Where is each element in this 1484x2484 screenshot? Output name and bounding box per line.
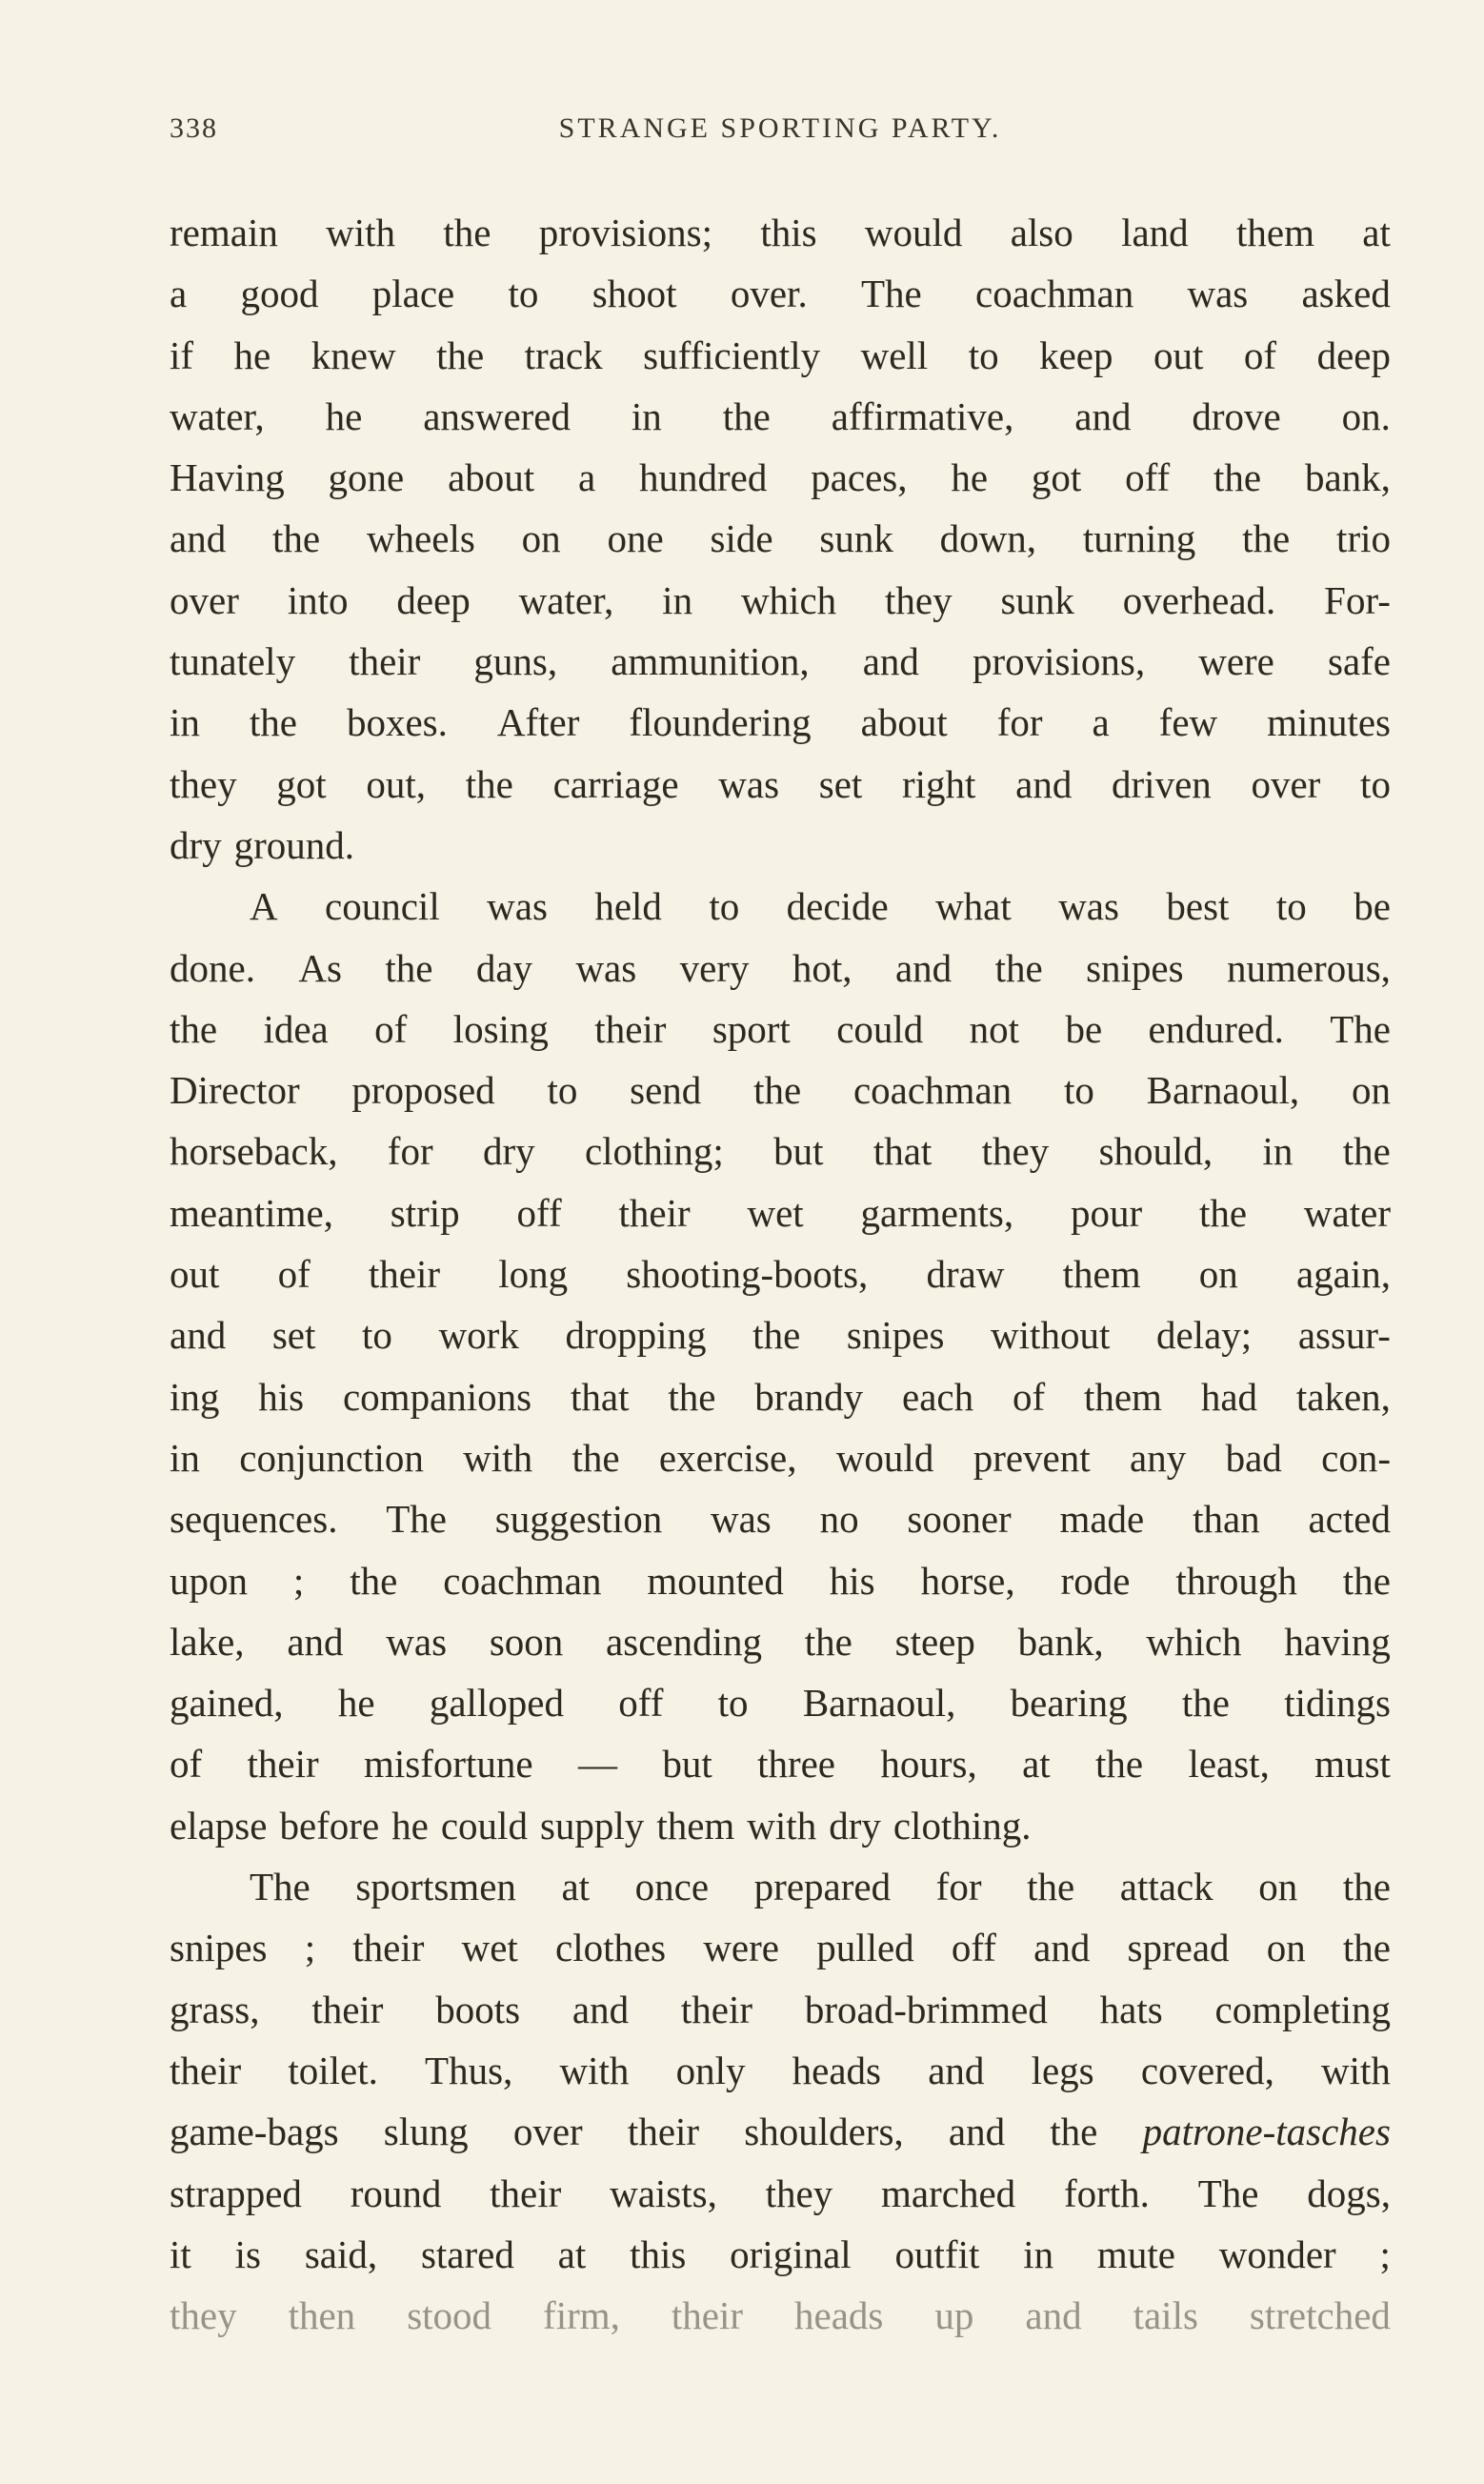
text-line: of their misfortune — but three hours, at the least, must <box>170 1742 1391 1787</box>
text-line: gained, he galloped off to Barnaoul, bearing the tidings <box>170 1681 1391 1726</box>
text-line: upon ; the coachman mounted his horse, rode through the <box>170 1558 1391 1603</box>
text-line: the idea of losing their sport could not be endured. The <box>170 1006 1391 1051</box>
page-number: 338 <box>170 112 218 144</box>
text-line: it is said, stared at this original outfit in mute wonder ; <box>170 2232 1391 2276</box>
text-line: meantime, strip off their wet garments, pour the water <box>170 1190 1391 1235</box>
text-line: in conjunction with the exercise, would prevent any bad con- <box>170 1435 1391 1480</box>
text-line: elapse before he could supply them with dry clothing. <box>170 1803 1032 1848</box>
text-line: done. As the day was very hot, and the snipes numerous, <box>170 945 1391 990</box>
text-line: sequences. The suggestion was no sooner made than acted <box>170 1497 1391 1542</box>
text-line: over into deep water, in which they sunk overhead. For- <box>170 577 1391 622</box>
text-line: tunately their guns, ammunition, and provisions, were safe <box>170 639 1391 684</box>
text-line: Director proposed to send the coachman to Barnaoul, on <box>170 1068 1391 1113</box>
text-line: snipes ; their wet clothes were pulled off and spread on the <box>170 1926 1391 1970</box>
text-line: water, he answered in the affirmative, and drove on. <box>170 394 1391 438</box>
text-line: grass, their boots and their broad-brimmed hats completing <box>170 1987 1391 2031</box>
text-line: their toilet. Thus, with only heads and legs covered, with <box>170 2048 1391 2092</box>
text-line: A council was held to decide what was best to be <box>250 884 1391 929</box>
text-line: strapped round their waists, they marched forth. The dogs, <box>170 2171 1391 2215</box>
running-head <box>170 112 1391 160</box>
text-line: they got out, the carriage was set right and driven over to <box>170 761 1391 806</box>
text-line: and the wheels on one side sunk down, turning the trio <box>170 516 1391 561</box>
running-title: STRANGE SPORTING PARTY. <box>558 112 1002 144</box>
text-line: game-bags slung over their shoulders, and the patrone-tasches <box>170 2101 1391 2162</box>
text-line: a good place to shoot over. The coachman was asked <box>170 272 1391 316</box>
text-line: if he knew the track sufficiently well to keep out of deep <box>170 333 1391 377</box>
text-line: remain with the provisions; this would also land them at <box>170 211 1391 254</box>
text-line: and set to work dropping the snipes without delay; assur- <box>170 1313 1391 1358</box>
text-line: in the boxes. After floundering about for a few minutes <box>170 700 1391 745</box>
text-line: they then stood firm, their heads up and tails stretched <box>170 2293 1391 2338</box>
text-line: dry ground. <box>170 822 355 867</box>
text-line: The sportsmen at once prepared for the attack on the <box>250 1865 1391 1909</box>
text-line: ing his companions that the brandy each of them had taken, <box>170 1374 1391 1419</box>
text-line: out of their long shooting-boots, draw them on again, <box>170 1252 1391 1297</box>
body-text <box>170 202 1391 2346</box>
text-line: Having gone about a hundred paces, he got off the bank, <box>170 455 1391 500</box>
text-line: lake, and was soon ascending the steep bank, which having <box>170 1619 1391 1664</box>
italic-term: patrone-tasches <box>1142 2110 1391 2154</box>
text-line: horseback, for dry clothing; but that they should, in the <box>170 1129 1391 1174</box>
